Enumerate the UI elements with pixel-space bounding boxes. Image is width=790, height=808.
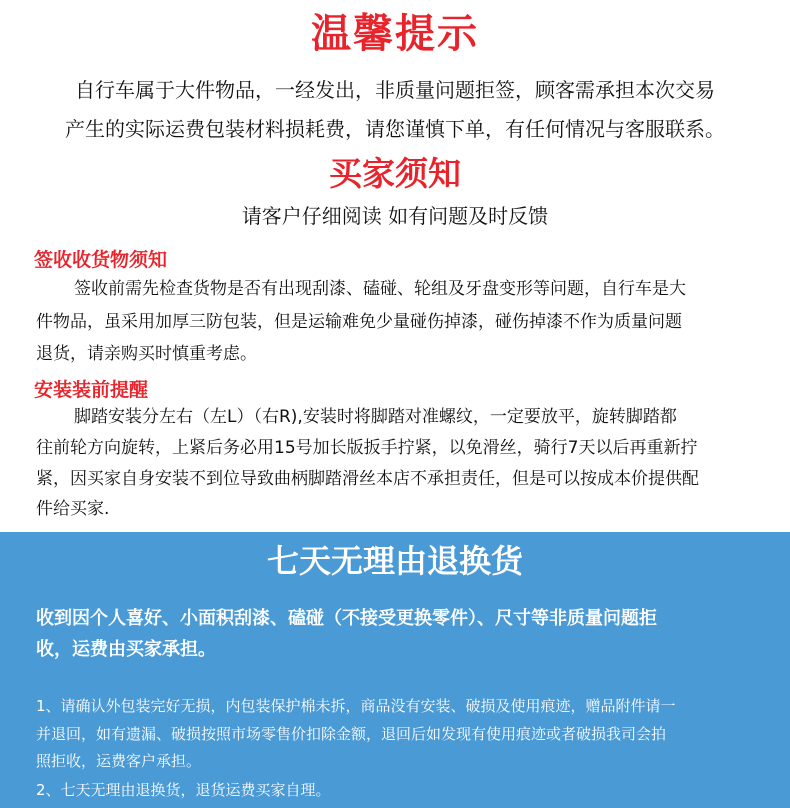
returns-note-line-3: 照拒收，运费客户承担。 xyxy=(36,752,202,770)
install-heading: 安装装前提醒 xyxy=(34,379,149,401)
returns-bold-line-2: 收，运费由买家承担。 xyxy=(36,639,216,660)
receipt-line-1: 签收前需先检查货物是否有出现刮漆、磕碰、轮组及牙盘变形等问题，自行车是大 xyxy=(74,279,686,299)
buyer-notice-subtitle: 请客户仔细阅读 如有问题及时反馈 xyxy=(241,204,549,228)
returns-note-line-4: 2、七天无理由退换货，退货运费买家自理。 xyxy=(36,781,331,799)
notice-line-2: 产生的实际运费包装材料损耗费，请您谨慎下单，有任何情况与客服联系。 xyxy=(65,117,725,141)
returns-note-line-1: 1、请确认外包装完好无损，内包装保护棉未拆，商品没有安装、破损及使用痕迹，赠品附件请一 xyxy=(36,697,676,715)
returns-bold-line-1: 收到因个人喜好、小面积刮漆、磕碰（不接受更换零件）、尺寸等非质量问题拒 xyxy=(36,608,657,629)
install-line-2: 往前轮方向旋转，上紧后务必用15号加长版扳手拧紧，以免滑丝，骑行7天以后再重新拧 xyxy=(36,438,698,458)
receipt-line-2: 件物品，虽采用加厚三防包装，但是运输难免少量碰伤掉漆，碰伤掉漆不作为质量问题 xyxy=(36,312,682,332)
returns-title: 七天无理由退换货 xyxy=(266,542,523,580)
install-line-1: 脚踏安装分左右（左L）（右R),安装时将脚踏对准螺纹，一定要放平，旋转脚踏都 xyxy=(74,407,677,427)
notice-title: 温馨提示 xyxy=(311,11,479,57)
buyer-notice-title: 买家须知 xyxy=(329,154,461,193)
receipt-heading: 签收收货物须知 xyxy=(34,249,168,271)
returns-panel xyxy=(0,532,790,808)
notice-line-1: 自行车属于大件物品，一经发出，非质量问题拒签，顾客需承担本次交易 xyxy=(75,78,715,102)
receipt-line-3: 退货，请亲购买时慎重考虑。 xyxy=(36,344,257,364)
install-line-4: 件给买家. xyxy=(36,499,110,519)
install-line-3: 紧，因买家自身安装不到位导致曲柄脚踏滑丝本店不承担责任，但是可以按成本价提供配 xyxy=(36,469,699,489)
returns-note-line-2: 并退回，如有遗漏、破损按照市场零售价扣除金额，退回后如发现有使用痕迹或者破损我司会拍 xyxy=(36,725,667,743)
